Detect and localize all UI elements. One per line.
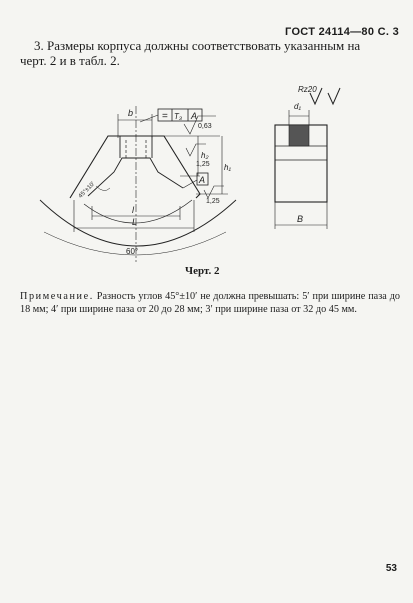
- dim-l-label: l: [132, 205, 134, 215]
- tol-value: T₃: [174, 112, 183, 121]
- roughness-125-b: 1,25: [206, 198, 220, 205]
- standard-header: ГОСТ 24114—80 С. 3: [285, 26, 399, 38]
- datum-a-label: A: [199, 175, 206, 185]
- dim-b-label: b: [128, 108, 134, 118]
- tol-datum: A: [191, 111, 198, 121]
- note-text: Разность углов 45°±10′ не должна превышать: 5′ при ширине паза до 18 мм; 4′ при ширине паза от 20 до 28 мм; 3′ при ширине паза от 32 до 45 мм.: [20, 291, 400, 315]
- note-paragraph: [20, 291, 400, 316]
- paragraph-line-2: черт. 2 и в табл. 2.: [20, 53, 120, 68]
- angle-60-label: 60°: [126, 247, 139, 256]
- angle-45-label: 45°±10': [77, 181, 97, 200]
- tol-symbol: =: [162, 111, 168, 122]
- page-number: 53: [385, 563, 397, 574]
- dim-B-label: B: [297, 214, 304, 224]
- rough-rz20-label: Rz20: [298, 85, 317, 94]
- roughness-063: 0,63: [198, 123, 212, 130]
- dim-d1-label: d₁: [294, 102, 301, 111]
- dim-h1-label: h₁: [224, 163, 231, 172]
- dim-h2-label: h₂: [201, 151, 209, 160]
- figure-caption: Черт. 2: [185, 265, 220, 277]
- dim-L-label: L: [132, 217, 138, 227]
- roughness-125-a: 1,25: [196, 161, 210, 168]
- paragraph-line-1: 3. Размеры корпуса должны соответствовать указанным на: [34, 38, 361, 53]
- note-label: Примечание.: [20, 291, 94, 302]
